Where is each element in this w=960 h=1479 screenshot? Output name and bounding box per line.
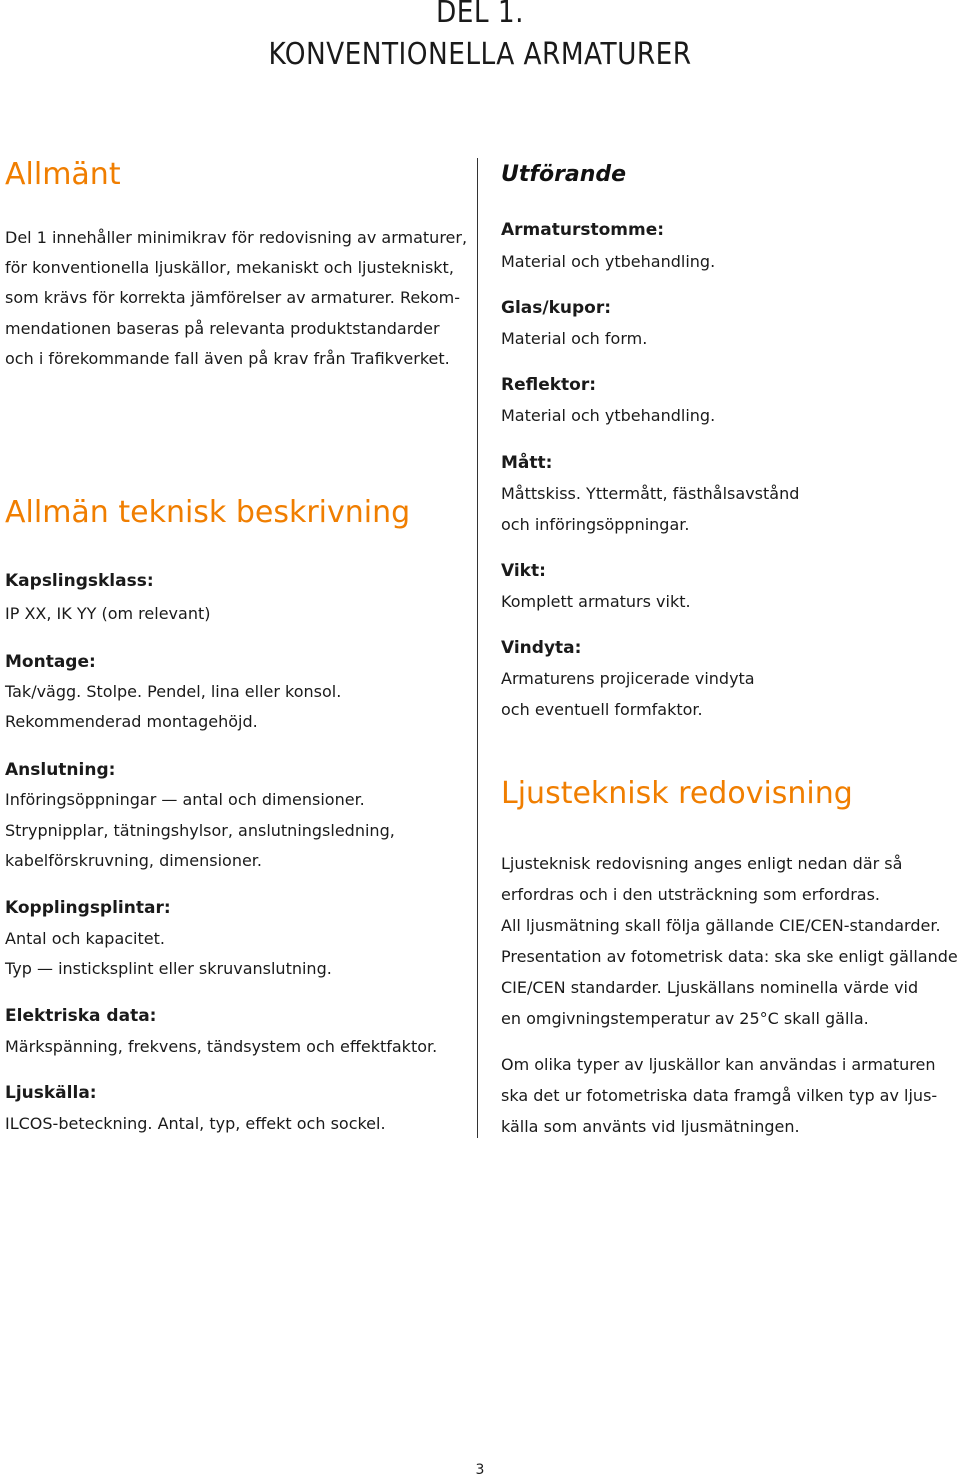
- glas-kupor-label: Glas/kupor:: [501, 298, 612, 318]
- ljusteknisk-line: erfordras och i den utsträckning som erfordras.: [501, 885, 881, 904]
- reflektor-label: Reflektor:: [501, 375, 597, 395]
- ljusteknisk-line: Om olika typer av ljuskällor kan användas i armaturen: [501, 1055, 936, 1074]
- anslutning-value: Strypnipplar, tätningshylsor, anslutningsledning,: [5, 821, 395, 840]
- allmant-line: för konventionella ljuskällor, mekaniskt och ljustekniskt,: [5, 258, 454, 277]
- allmant-line: och i förekommande fall även på krav från Trafikverket.: [5, 349, 450, 368]
- armaturstomme-label: Armaturstomme:: [501, 220, 665, 240]
- vikt-value: Komplett armaturs vikt.: [501, 592, 691, 611]
- montage-value: Tak/vägg. Stolpe. Pendel, lina eller konsol.: [5, 682, 342, 701]
- column-divider: [477, 158, 478, 1138]
- ljusteknisk-line: Presentation av fotometrisk data: ska ske enligt gällande: [501, 947, 958, 966]
- section-heading-allmant: Allmänt: [5, 157, 121, 192]
- vindyta-value: Armaturens projicerade vindyta: [501, 669, 755, 688]
- page-title-line-1: DEL 1.: [436, 0, 524, 30]
- ljuskalla-value: ILCOS-beteckning. Antal, typ, effekt och sockel.: [5, 1114, 386, 1133]
- section-heading-ljusteknisk: Ljusteknisk redovisning: [501, 776, 853, 811]
- allmant-line: Del 1 innehåller minimikrav för redovisning av armaturer,: [5, 228, 468, 247]
- vikt-label: Vikt:: [501, 561, 546, 581]
- ljusteknisk-line: All ljusmätning skall följa gällande CIE/CEN-standarder.: [501, 916, 941, 935]
- kopplingsplintar-value: Antal och kapacitet.: [5, 929, 165, 948]
- kopplingsplintar-label: Kopplingsplintar:: [5, 898, 171, 918]
- anslutning-value: Införingsöppningar — antal och dimensioner.: [5, 790, 365, 809]
- matt-value: Måttskiss. Yttermått, fästhålsavstånd: [501, 484, 800, 503]
- page-title-line-2: KONVENTIONELLA ARMATURER: [268, 37, 692, 72]
- elektriska-data-value: Märkspänning, frekvens, tändsystem och effektfaktor.: [5, 1037, 438, 1056]
- kapslingsklass-label: Kapslingsklass:: [5, 571, 154, 591]
- montage-value: Rekommenderad montagehöjd.: [5, 712, 258, 731]
- vindyta-value: och eventuell formfaktor.: [501, 700, 703, 719]
- kopplingsplintar-value: Typ — insticksplint eller skruvanslutning.: [5, 959, 332, 978]
- section-heading-utforande: Utförande: [501, 162, 627, 187]
- allmant-line: som krävs för korrekta jämförelser av armaturer. Rekom-: [5, 288, 461, 307]
- vindyta-label: Vindyta:: [501, 638, 582, 658]
- ljuskalla-label: Ljuskälla:: [5, 1083, 97, 1103]
- armaturstomme-value: Material och ytbehandling.: [501, 252, 716, 271]
- ljusteknisk-line: ska det ur fotometriska data framgå vilken typ av ljus-: [501, 1086, 938, 1105]
- matt-label: Mått:: [501, 453, 553, 473]
- matt-value: och införingsöppningar.: [501, 515, 690, 534]
- allmant-line: mendationen baseras på relevanta produktstandarder: [5, 319, 440, 338]
- page-number: 3: [475, 1462, 485, 1478]
- ljusteknisk-line: källa som använts vid ljusmätningen.: [501, 1117, 800, 1136]
- ljusteknisk-line: Ljusteknisk redovisning anges enligt nedan där så: [501, 854, 903, 873]
- section-heading-teknisk: Allmän teknisk beskrivning: [5, 495, 411, 530]
- montage-label: Montage:: [5, 652, 96, 672]
- kapslingsklass-value: IP XX, IK YY (om relevant): [5, 604, 211, 623]
- anslutning-label: Anslutning:: [5, 760, 116, 780]
- anslutning-value: kabelförskruvning, dimensioner.: [5, 851, 262, 870]
- ljusteknisk-line: en omgivningstemperatur av 25°C skall gälla.: [501, 1009, 869, 1028]
- elektriska-data-label: Elektriska data:: [5, 1006, 157, 1026]
- glas-kupor-value: Material och form.: [501, 329, 648, 348]
- reflektor-value: Material och ytbehandling.: [501, 406, 716, 425]
- ljusteknisk-line: CIE/CEN standarder. Ljuskällans nominella värde vid: [501, 978, 919, 997]
